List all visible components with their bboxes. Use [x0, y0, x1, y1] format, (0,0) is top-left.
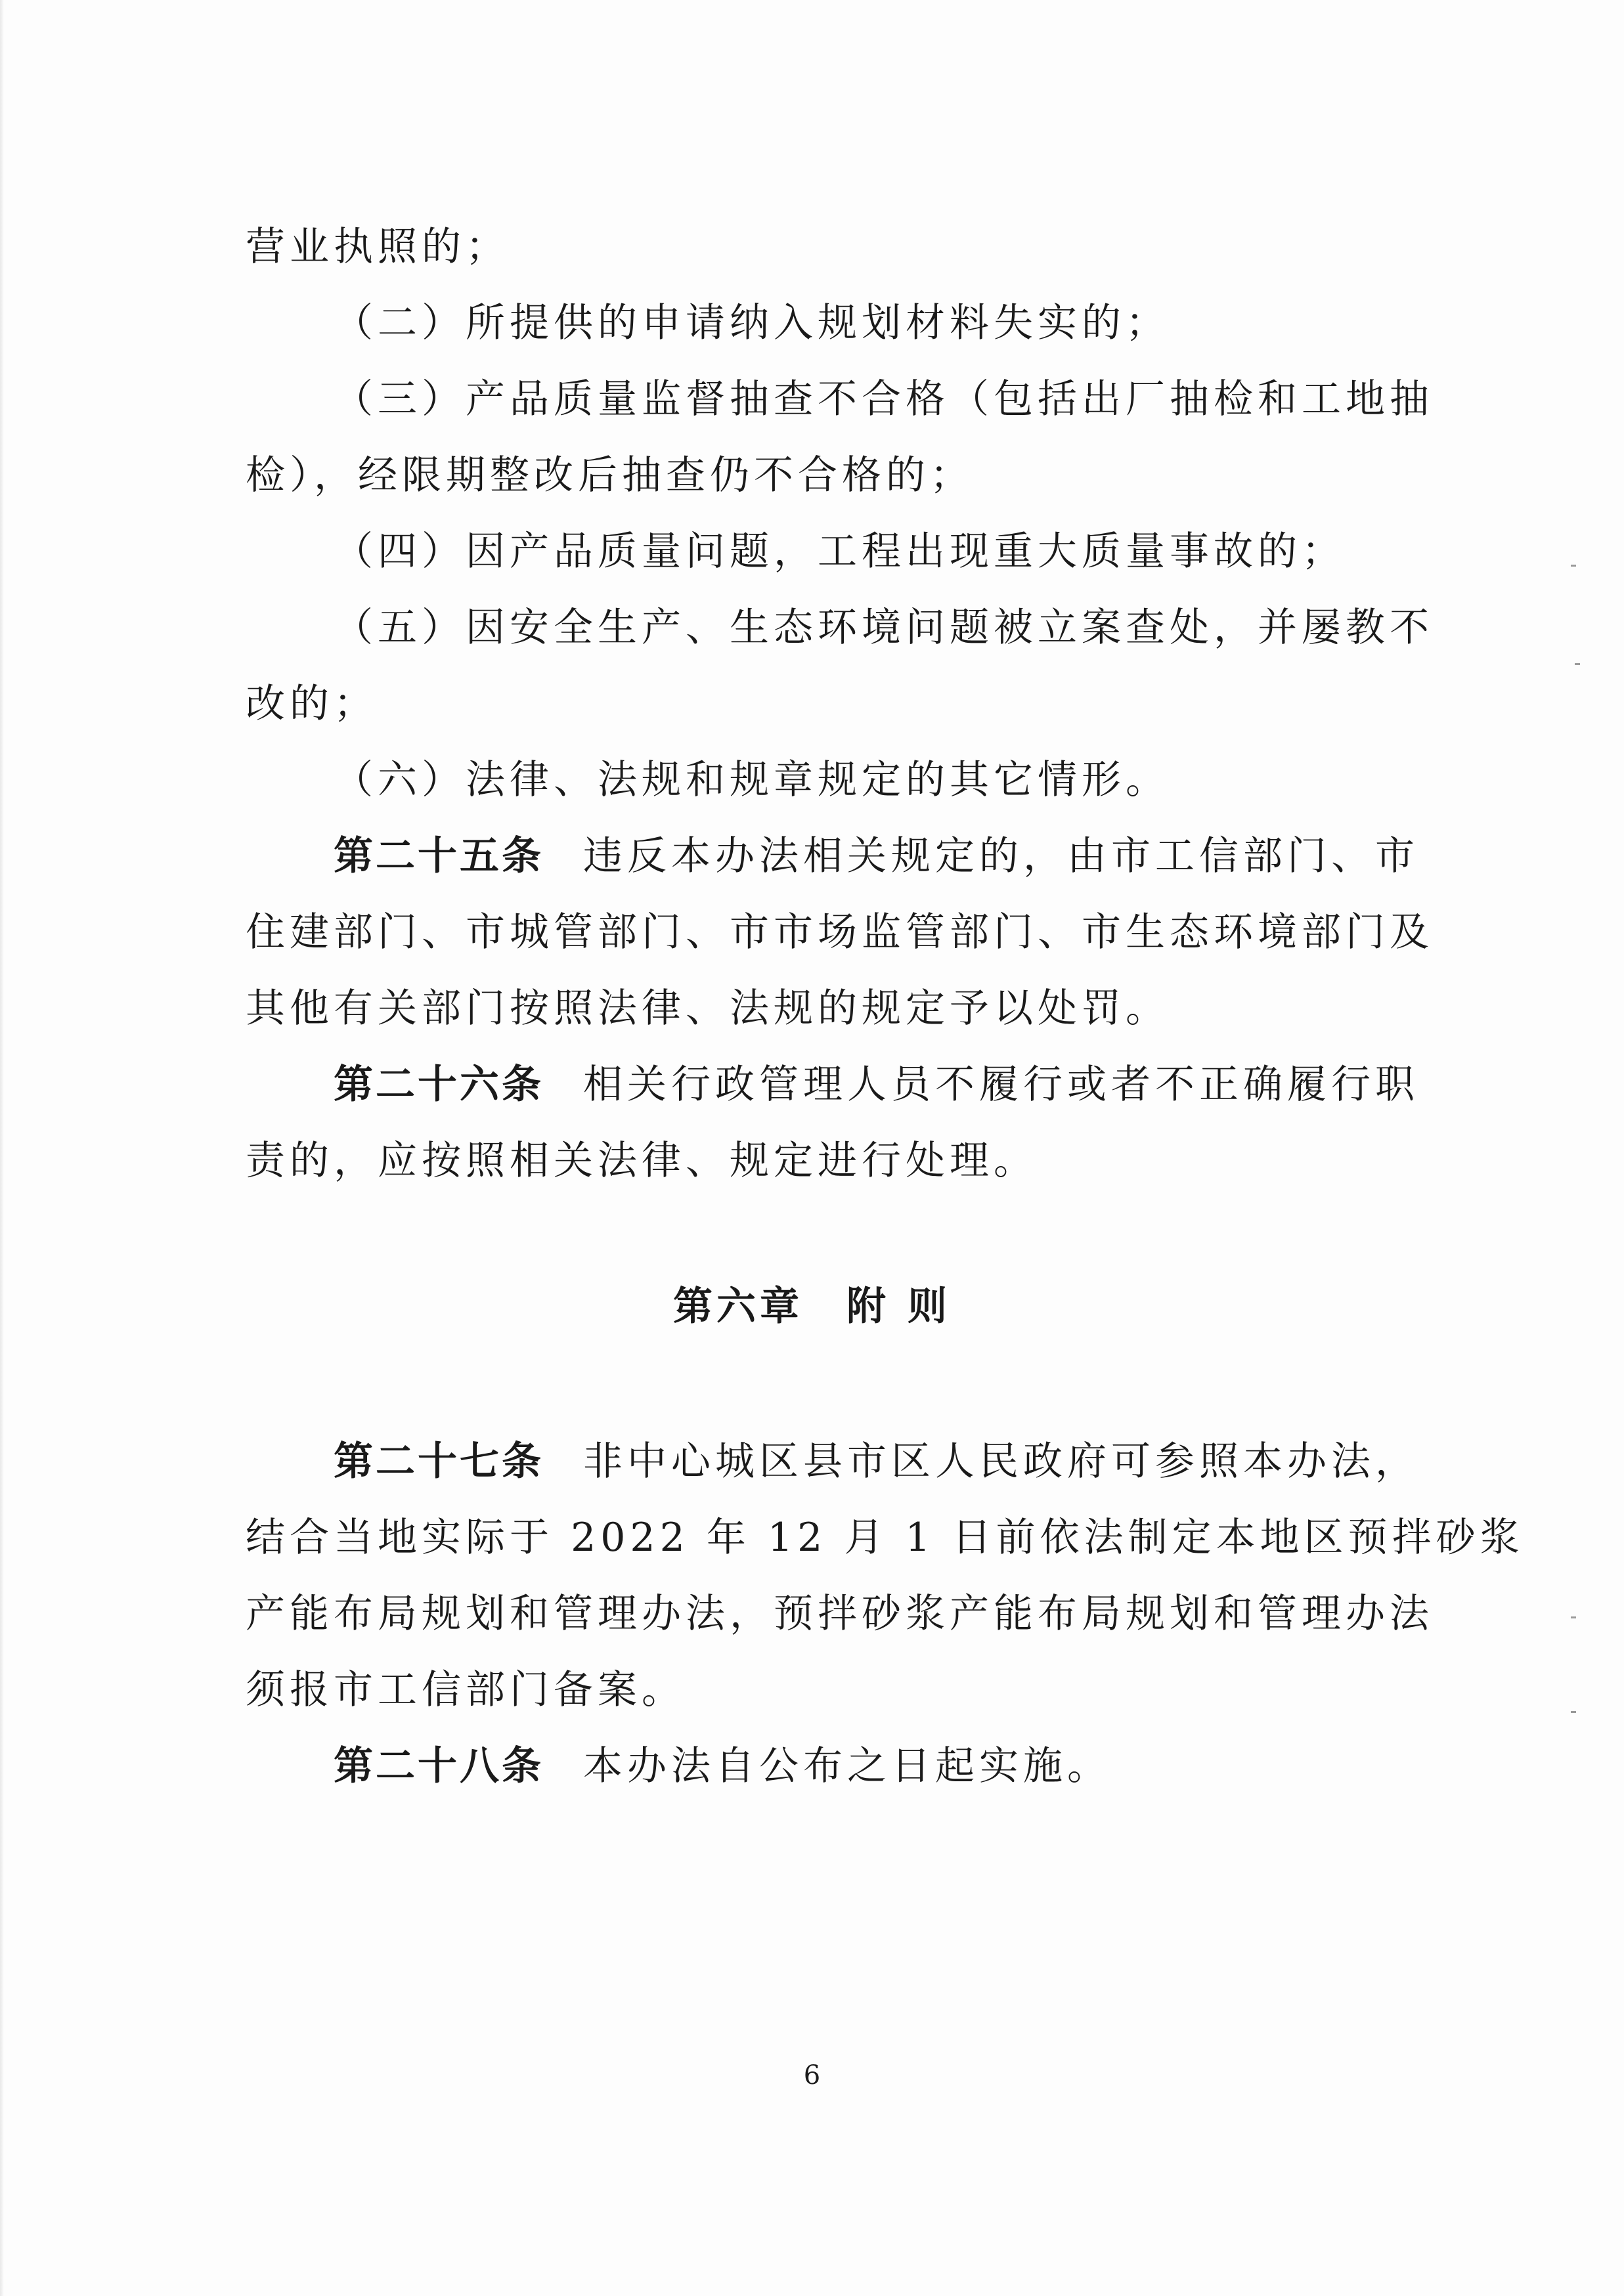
article-28-line-1 — [246, 1728, 1428, 1804]
body-text-bottom — [246, 1423, 1524, 1804]
text-line: 责的，应按照相关法律、规定进行处理。 — [246, 1138, 1038, 1184]
text-line: 检），经限期整改后抽查仍不合格的； — [246, 452, 974, 498]
article-28-text: 本办法自公布之日起实施。 — [583, 1743, 1111, 1789]
text-line: （五）因安全生产、生态环境问题被立案查处，并屡教不 — [334, 605, 1434, 651]
article-25-title: 第二十五条 — [334, 833, 544, 879]
article-27-title: 第二十七条 — [334, 1439, 544, 1484]
article-27-text: 非中心城区县市区人民政府可参照本办法， — [583, 1439, 1419, 1484]
article-25-line-1 — [246, 818, 1428, 894]
page-number: 6 — [803, 2060, 821, 2090]
article-27-line-1 — [246, 1423, 1428, 1500]
scan-edge-shadow — [0, 0, 4, 2296]
body-text-top — [246, 209, 1434, 1199]
text-line: 产能布局规划和管理办法，预拌砂浆产能布局规划和管理办法 — [246, 1591, 1434, 1637]
text-line: 其他有关部门按照法律、法规的规定予以处罚。 — [246, 986, 1170, 1031]
text-line: 住建部门、市城管部门、市市场监管部门、市生态环境部门及 — [246, 909, 1434, 955]
text-line: 营业执照的； — [246, 224, 510, 270]
text-line: （二）所提供的申请纳入规划材料失实的； — [334, 300, 1170, 346]
text-line: 须报市工信部门备案。 — [246, 1667, 686, 1713]
chapter-title: 第六章 附 则 — [673, 1284, 951, 1330]
scan-speck — [1571, 1711, 1576, 1713]
text-line: 结合当地实际于 2022 年 12 月 1 日前依法制定本地区预拌砂浆 — [246, 1515, 1524, 1561]
text-line: 改的； — [246, 681, 378, 727]
scan-speck — [1571, 1616, 1576, 1618]
text-line: （三）产品质量监督抽查不合格（包括出厂抽检和工地抽 — [334, 376, 1434, 422]
text-line: （六）法律、法规和规章规定的其它情形。 — [334, 757, 1170, 803]
article-26-title: 第二十六条 — [334, 1062, 544, 1108]
article-25-text: 违反本办法相关规定的，由市工信部门、市 — [583, 833, 1419, 879]
scan-speck — [1575, 663, 1580, 665]
text-line: （四）因产品质量问题，工程出现重大质量事故的； — [334, 529, 1346, 574]
article-26-text: 相关行政管理人员不履行或者不正确履行职 — [583, 1062, 1419, 1108]
scan-speck — [1571, 565, 1576, 567]
article-26-line-1 — [246, 1047, 1428, 1123]
article-28-title: 第二十八条 — [334, 1743, 544, 1789]
